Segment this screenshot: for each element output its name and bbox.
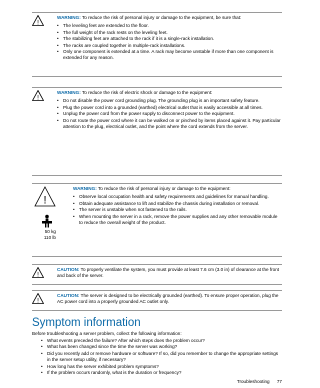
svg-text:!: !	[37, 94, 39, 101]
svg-text:!: !	[37, 19, 39, 26]
weight-warning-figure	[34, 186, 56, 242]
divider	[32, 76, 282, 77]
list-item: • Only one component is extended at a time. A rack may become unstable if more than one component is extended for any reason.	[57, 49, 282, 62]
list-item: • Unplug the power cord from the power supply to disconnect power to the equipment.	[57, 111, 282, 117]
warning-label: WARNING:	[57, 15, 81, 20]
warning-intro: To reduce the risk of electric shock or damage to the equipment:	[81, 90, 213, 95]
symptom-question-list	[41, 338, 282, 376]
divider	[32, 256, 282, 257]
list-item: • Observe local occupation health and safety requirements and guidelines for manual handling.	[73, 194, 282, 200]
warning-text	[57, 90, 282, 130]
warning-label: WARNING:	[73, 186, 97, 191]
page-number: 77	[276, 379, 282, 384]
divider	[32, 183, 282, 184]
warning-text	[57, 15, 282, 62]
list-item: • Obtain adequate assistance to lift and stabilize the chassis during installation or removal.	[73, 201, 282, 207]
warning-block-leveling	[32, 15, 282, 71]
warning-triangle-icon	[32, 15, 44, 26]
warning-intro: To reduce the risk of personal injury or damage to the equipment:	[97, 186, 231, 191]
divider	[32, 284, 282, 285]
heavy-lift-icon	[34, 186, 56, 208]
divider	[32, 175, 282, 176]
caution-label: CAUTION:	[57, 267, 80, 272]
weight-lb: 110 lb	[43, 235, 56, 241]
caution-body: To properly ventilate the system, you must provide at least 7.6 cm (3.0 in) of clearance at the front and back of the server.	[57, 267, 280, 279]
svg-text:!: !	[43, 194, 47, 207]
warning-intro: To reduce the risk of personal injury or damage to the equipment, be sure that:	[81, 15, 242, 20]
list-item: • Did you recently add or remove hardware or software? If so, did you remember to change the appropriate settings in the server setup utility, if necessary?	[41, 351, 282, 364]
person-lifting-icon	[40, 214, 54, 228]
warning-label: WARNING:	[57, 90, 81, 95]
page-footer	[231, 379, 282, 384]
list-item: • The server is unstable when not fastened to the rails.	[73, 207, 282, 213]
list-item: • Plug the power cord into a grounded (earthed) electrical outlet that is easily accessible at all times.	[57, 105, 282, 111]
list-item: • What has been changed since the time the server was working?	[41, 344, 282, 350]
svg-text:!: !	[37, 271, 39, 278]
list-item: • Do not route the power cord where it can be walked on or pinched by items placed against it. Pay particular attention to the plug, electrical outlet, and the point where the cord extends from the server.	[57, 118, 282, 131]
divider	[32, 87, 282, 88]
divider	[32, 12, 282, 13]
list-item: • Do not disable the power cord grounding plug. The grounding plug is an important safety feature.	[57, 98, 282, 104]
warning-text	[73, 186, 282, 226]
weight-kg: 50 kg	[44, 229, 56, 234]
section-heading: Symptom information	[32, 317, 141, 329]
caution-block-grounding	[32, 293, 282, 309]
caution-block-ventilation	[32, 267, 282, 283]
caution-triangle-icon	[32, 267, 44, 278]
list-item: • The racks are coupled together in multiple-rack installations.	[57, 43, 282, 49]
list-item: • The stabilizing feet are attached to the rack if it is a single-rack installation.	[57, 36, 282, 42]
warning-triangle-icon	[32, 90, 44, 101]
caution-triangle-icon	[32, 293, 44, 304]
warning-block-electric	[32, 90, 282, 154]
divider	[32, 310, 282, 311]
divider	[32, 290, 282, 291]
list-item: • If the problem occurs randomly, what is the duration or frequency?	[41, 370, 282, 376]
caution-label: CAUTION:	[57, 293, 80, 298]
list-item: • When mounting the server in a rack, remove the power supplies and any other removable module to reduce the overall weight of the product.	[73, 214, 282, 227]
caution-text	[57, 293, 282, 306]
divider	[32, 264, 282, 265]
footer-section: Troubleshooting	[236, 379, 270, 384]
list-item: • What events preceded the failure? After which steps does the problem occur?	[41, 338, 282, 344]
list-item: • The leveling feet are extended to the floor.	[57, 23, 282, 29]
list-item: • The full weight of the rack rests on the leveling feet.	[57, 30, 282, 36]
caution-body: The server is designed to be electrically grounded (earthed). To ensure proper operation, plug the AC power cord into a properly grounded AC outlet only.	[57, 293, 279, 305]
svg-text:!: !	[37, 297, 39, 304]
caution-text	[57, 267, 282, 280]
section-intro: Before troubleshooting a server problem, collect the following information:	[32, 331, 182, 336]
list-item: • How long has the server exhibited problem symptoms?	[41, 364, 282, 370]
